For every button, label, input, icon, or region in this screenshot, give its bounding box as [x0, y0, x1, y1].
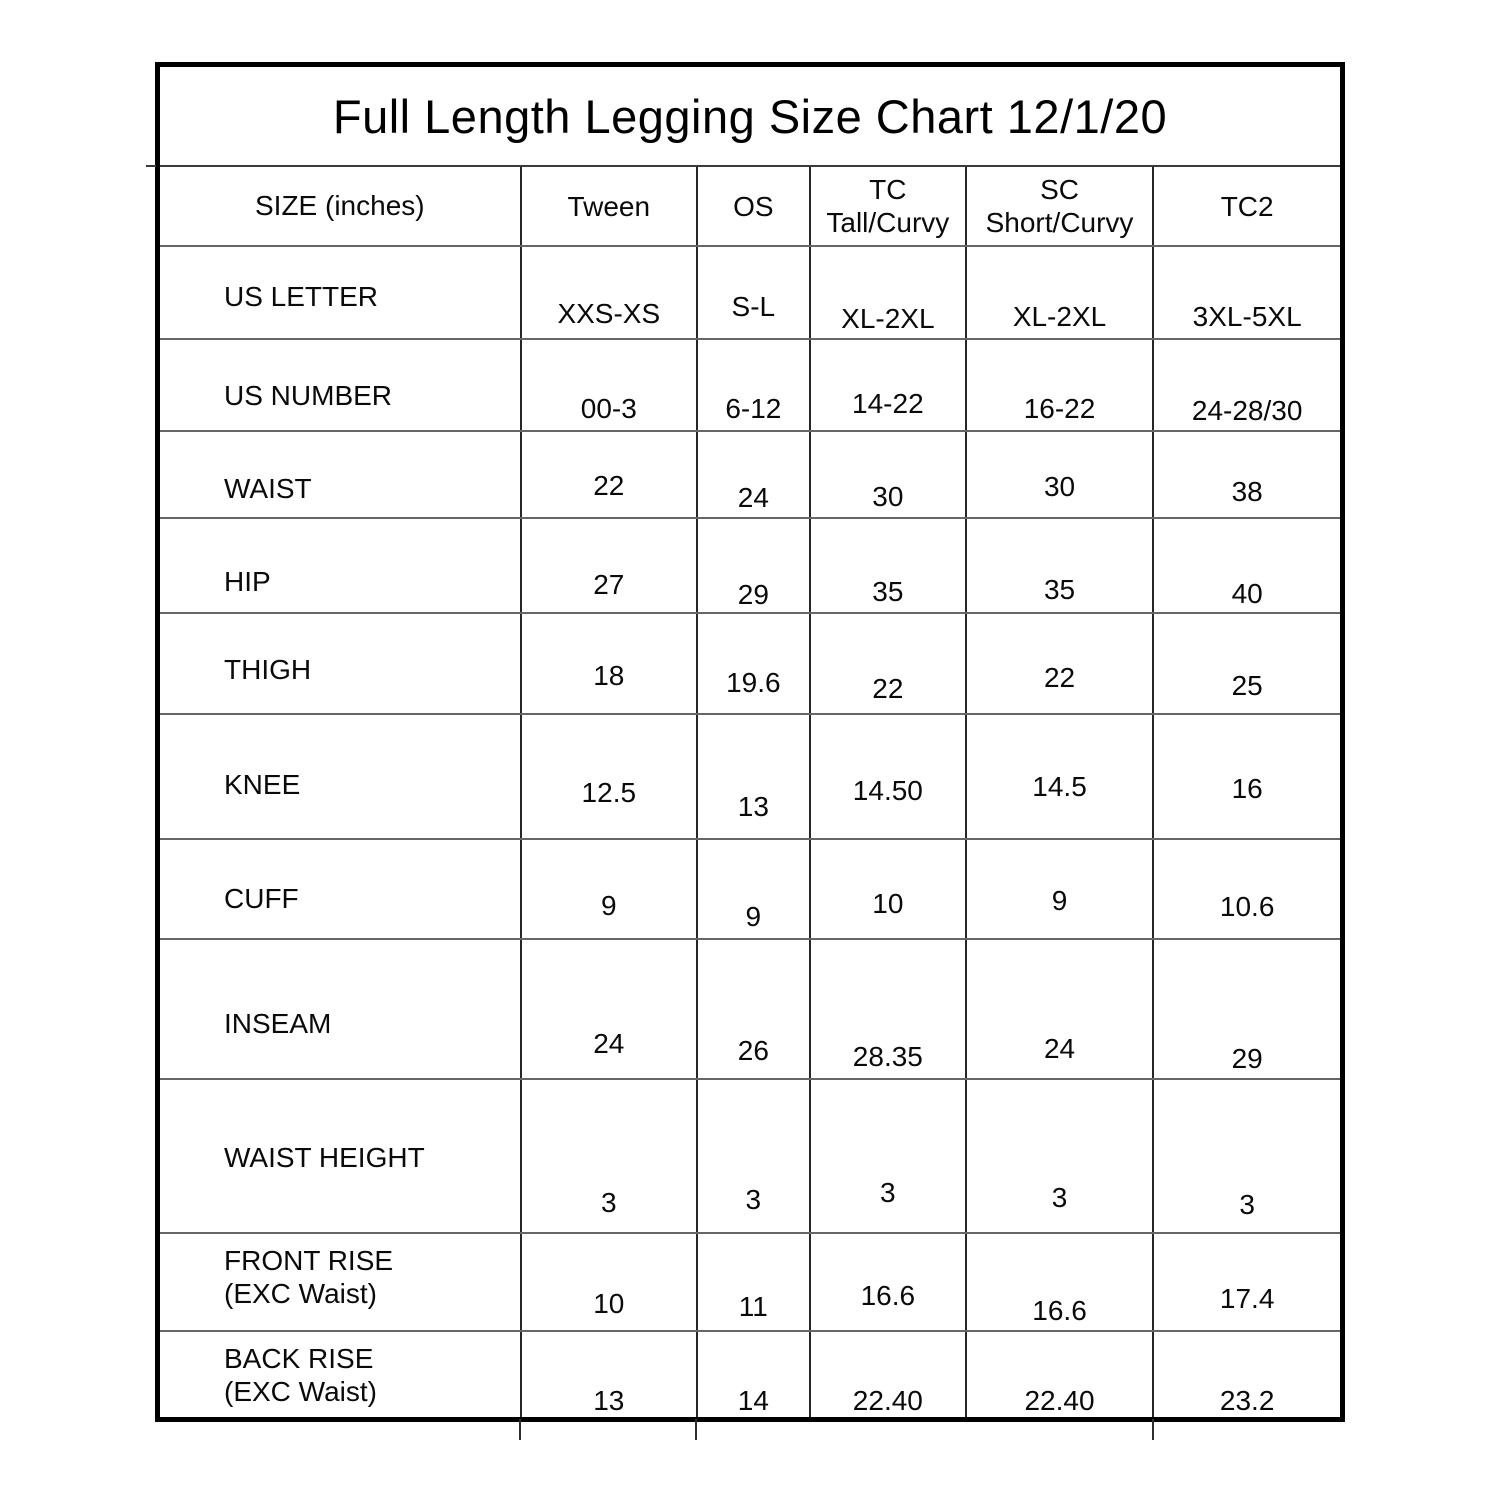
row-label-cell	[160, 519, 520, 612]
cell-value: 29	[1152, 940, 1340, 1078]
table-row-cuff	[160, 838, 1340, 938]
cell-value: 25	[1152, 614, 1340, 713]
cell-value: S-L	[696, 247, 809, 338]
row-label: KNEE	[224, 769, 301, 800]
cell-value: 22.40	[809, 1332, 965, 1417]
cell-value: 3	[1152, 1080, 1340, 1232]
cell-value: 24	[965, 940, 1153, 1078]
row-label: THIGH	[224, 654, 312, 685]
row-label: US LETTER	[224, 281, 379, 312]
cell-value: 10.6	[1152, 840, 1340, 938]
cell-value: 13	[520, 1332, 696, 1417]
cell-value: 14.5	[965, 715, 1153, 838]
row-label: US NUMBER	[224, 379, 393, 411]
cell-value: 24	[520, 940, 696, 1078]
row-label-cell	[160, 247, 520, 338]
cell-value: XXS-XS	[520, 247, 696, 338]
cell-value: 14	[696, 1332, 809, 1417]
title-separator-tick	[146, 165, 156, 167]
cell-value: 16	[1152, 715, 1340, 838]
table-row-waist-height	[160, 1078, 1340, 1232]
table-row-thigh	[160, 612, 1340, 713]
cell-value: 3XL-5XL	[1152, 247, 1340, 338]
cell-value: 40	[1152, 519, 1340, 612]
grid-line-extension	[695, 1419, 697, 1440]
corner-header-label: SIZE (inches)	[255, 190, 425, 221]
cell-value: 22	[809, 614, 965, 713]
grid-line-extension	[519, 1419, 521, 1440]
cell-value: 12.5	[520, 715, 696, 838]
row-label: WAIST HEIGHT	[224, 1141, 425, 1173]
cell-value: 9	[965, 840, 1153, 938]
size-chart-table	[155, 62, 1345, 1422]
cell-value: 16.6	[965, 1234, 1153, 1330]
cell-value: 22	[965, 614, 1153, 713]
row-sublabel: (EXC Waist)	[224, 1278, 377, 1309]
table-row-waist	[160, 430, 1340, 517]
table-row-inseam	[160, 938, 1340, 1078]
table-row-front-rise	[160, 1232, 1340, 1330]
row-label: WAIST	[224, 473, 312, 504]
row-label: BACK RISE	[224, 1343, 374, 1374]
cell-value: 6-12	[696, 340, 809, 430]
cell-value: 35	[965, 519, 1153, 612]
table-row-us-number	[160, 338, 1340, 430]
cell-value: 30	[809, 432, 965, 517]
cell-value: 3	[965, 1080, 1153, 1232]
cell-value: XL-2XL	[809, 247, 965, 338]
cell-value: 00-3	[520, 340, 696, 430]
cell-value: 3	[520, 1080, 696, 1232]
cell-value: XL-2XL	[965, 247, 1153, 338]
corner-header-cell	[160, 167, 520, 245]
cell-value: 10	[809, 840, 965, 938]
column-header-tc2: TC2	[1152, 167, 1340, 245]
row-label-cell	[160, 940, 520, 1078]
cell-value: 35	[809, 519, 965, 612]
row-label: CUFF	[224, 882, 299, 914]
row-label-cell	[160, 840, 520, 938]
cell-value: 13	[696, 715, 809, 838]
cell-value: 3	[696, 1080, 809, 1232]
cell-value: 10	[520, 1234, 696, 1330]
cell-value: 19.6	[696, 614, 809, 713]
cell-value: 24-28/30	[1152, 340, 1340, 430]
cell-value: 14.50	[809, 715, 965, 838]
cell-value: 26	[696, 940, 809, 1078]
cell-value: 30	[965, 432, 1153, 517]
cell-value: 16-22	[965, 340, 1153, 430]
cell-value: 9	[520, 840, 696, 938]
row-label-cell	[160, 1080, 520, 1232]
table-row-hip	[160, 517, 1340, 612]
table-row-knee	[160, 713, 1340, 838]
row-label: INSEAM	[224, 1007, 332, 1039]
title-row	[160, 67, 1340, 165]
grid-line-extension	[1152, 1419, 1154, 1440]
row-label-cell	[160, 1234, 520, 1330]
row-label-cell	[160, 715, 520, 838]
column-header-os: OS	[696, 167, 809, 245]
chart-title: Full Length Legging Size Chart 12/1/20	[332, 89, 1168, 143]
column-header-tc: TC Tall/Curvy	[809, 167, 965, 245]
cell-value: 14-22	[809, 340, 965, 430]
row-label: FRONT RISE	[224, 1245, 394, 1276]
cell-value: 11	[696, 1234, 809, 1330]
cell-value: 29	[696, 519, 809, 612]
cell-value: 22.40	[965, 1332, 1153, 1417]
cell-value: 16.6	[809, 1234, 965, 1330]
cell-value: 17.4	[1152, 1234, 1340, 1330]
cell-value: 24	[696, 432, 809, 517]
column-header-tween: Tween	[520, 167, 696, 245]
row-label-cell	[160, 1332, 520, 1417]
row-label-cell	[160, 432, 520, 517]
header-row	[160, 165, 1340, 245]
cell-value: 28.35	[809, 940, 965, 1078]
cell-value: 22	[520, 432, 696, 517]
row-label-cell	[160, 614, 520, 713]
cell-value: 3	[809, 1080, 965, 1232]
cell-value: 23.2	[1152, 1332, 1340, 1417]
row-sublabel: (EXC Waist)	[224, 1376, 377, 1407]
cell-value: 27	[520, 519, 696, 612]
column-header-sc: SC Short/Curvy	[965, 167, 1153, 245]
cell-value: 9	[696, 840, 809, 938]
table-row-us-letter	[160, 245, 1340, 338]
cell-value: 18	[520, 614, 696, 713]
row-label: HIP	[224, 566, 271, 597]
row-label-cell	[160, 340, 520, 430]
cell-value: 38	[1152, 432, 1340, 517]
table-row-back-rise	[160, 1330, 1340, 1417]
